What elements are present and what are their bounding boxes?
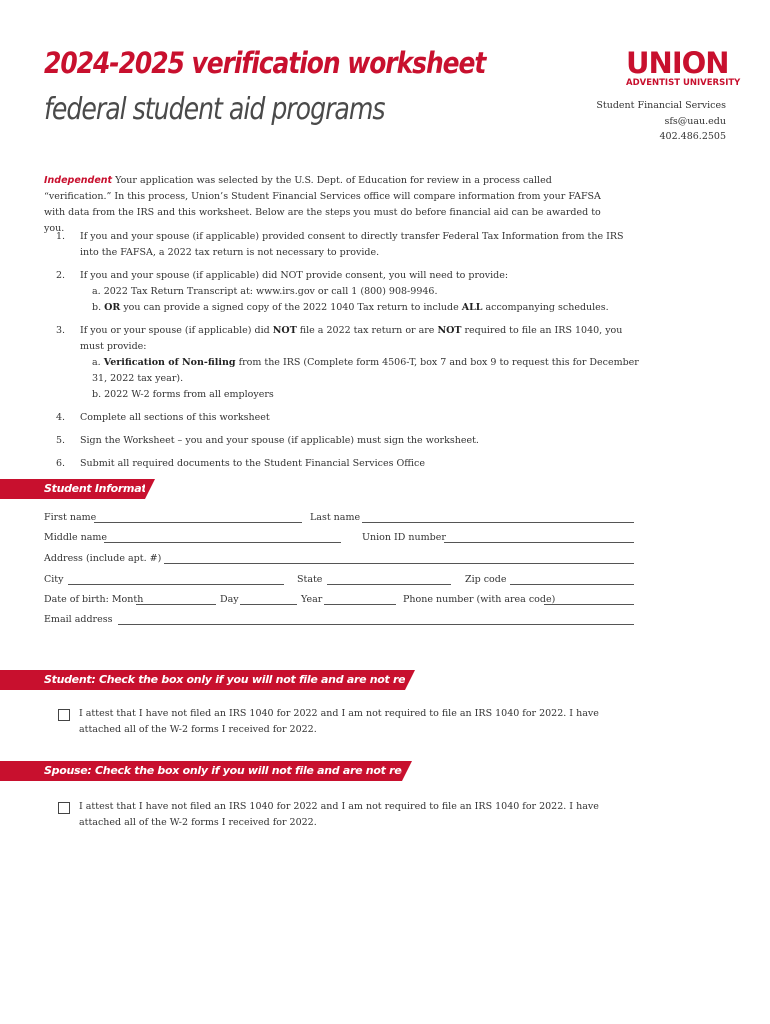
worksheet-subtitle: federal student aid programs bbox=[44, 92, 385, 127]
intro-paragraph bbox=[44, 173, 614, 237]
dob-month-label: Date of birth: Month bbox=[44, 594, 144, 605]
union-id-label: Union ID number bbox=[362, 532, 446, 543]
step-3a: a. Verification of Non-filing from the IRS (Complete form 4506-T, box 7 and box 9 to request this for December 31, 2022 tax year). bbox=[92, 357, 639, 384]
steps-list bbox=[44, 229, 644, 479]
city-label: City bbox=[44, 574, 64, 585]
city-row bbox=[44, 573, 634, 587]
office-email: sfs@uau.edu bbox=[664, 115, 726, 127]
step-2a: a. 2022 Tax Return Transcript at: www.irs.gov or call 1 (800) 908-9946. bbox=[92, 286, 438, 297]
middle-name-label: Middle name bbox=[44, 532, 108, 543]
last-name-label: Last name bbox=[310, 512, 361, 523]
middle-name-field[interactable] bbox=[104, 542, 341, 543]
step-text: If you and your spouse (if applicable) did NOT provide consent, you will need to provide: bbox=[80, 270, 509, 281]
address-row bbox=[44, 552, 634, 566]
zip-field[interactable] bbox=[510, 584, 634, 585]
first-name-label: First name bbox=[44, 512, 97, 523]
office-phone: 402.486.2505 bbox=[659, 131, 726, 142]
student-nonfiler-heading: Student: Check the box only if you will not file and are not required to file bbox=[0, 670, 405, 690]
office-name: Student Financial Services bbox=[596, 100, 726, 111]
step-number: 6. bbox=[56, 458, 66, 469]
step-text: Complete all sections of this worksheet bbox=[80, 412, 270, 423]
step-number: 4. bbox=[56, 412, 66, 423]
step-2 bbox=[44, 268, 644, 316]
dob-year-field[interactable] bbox=[324, 604, 396, 605]
state-field[interactable] bbox=[327, 584, 451, 585]
step-text: Submit all required documents to the Student Financial Services Office bbox=[80, 458, 426, 469]
union-logo bbox=[626, 46, 741, 88]
last-name-field[interactable] bbox=[362, 522, 634, 523]
email-row bbox=[44, 613, 634, 627]
address-field[interactable] bbox=[164, 563, 634, 564]
step-2b: b. OR you can provide a signed copy of the 2022 1040 Tax return to include ALL accompanying schedules. bbox=[92, 302, 609, 313]
city-field[interactable] bbox=[68, 584, 284, 585]
email-label: Email address bbox=[44, 614, 113, 625]
student-attestation-text: I attest that I have not filed an IRS 1040 for 2022 and I am not required to file an IRS 1040 for 2022. I have attached all of the W-2 forms I received for 2022. bbox=[79, 708, 599, 735]
dob-day-field[interactable] bbox=[240, 604, 297, 605]
step-3 bbox=[44, 323, 644, 403]
status-label: Independent bbox=[44, 175, 113, 186]
logo-subtitle: ADVENTIST UNIVERSITY bbox=[626, 78, 741, 88]
spouse-nonfiler-heading: Spouse: Check the box only if you will not file and are not required to file bbox=[0, 761, 402, 781]
phone-label: Phone number (with area code) bbox=[403, 594, 556, 605]
first-name-field[interactable] bbox=[94, 522, 302, 523]
step-text: If you and your spouse (if applicable) provided consent to directly transfer Federal Tax Information from the IRS into the FAFSA, a 2022 tax return is not necessary to provide. bbox=[80, 231, 624, 258]
intro-text: Your application was selected by the U.S. Dept. of Education for review in a process called “verification.” In this process, Union’s Student Financial Services office will compare information from your FAFSA with data from the IRS and this worksheet. Below are the steps you must do before financial aid can be awarded to you. bbox=[44, 175, 601, 234]
step-number: 1. bbox=[56, 231, 66, 242]
office-contact bbox=[596, 98, 726, 145]
step-6 bbox=[44, 456, 644, 472]
step-number: 2. bbox=[56, 270, 66, 281]
phone-field[interactable] bbox=[544, 604, 634, 605]
worksheet-title: 2024-2025 verification worksheet bbox=[44, 46, 486, 80]
spouse-attestation-text: I attest that I have not filed an IRS 1040 for 2022 and I am not required to file an IRS 1040 for 2022. I have attached all of the W-2 forms I received for 2022. bbox=[79, 801, 599, 828]
logo-wordmark: UNION bbox=[626, 46, 729, 80]
step-number: 5. bbox=[56, 435, 66, 446]
step-5 bbox=[44, 433, 644, 449]
step-text: If you or your spouse (if applicable) did NOT file a 2022 tax return or are NOT required to file an IRS 1040, you must provide: bbox=[80, 325, 623, 352]
name-row bbox=[44, 511, 634, 525]
state-label: State bbox=[297, 574, 323, 585]
student-information-heading: Student Information bbox=[0, 479, 145, 499]
dob-row bbox=[44, 593, 634, 607]
step-1 bbox=[44, 229, 644, 261]
email-field[interactable] bbox=[118, 624, 634, 625]
middle-row bbox=[44, 531, 634, 545]
spouse-nonfiler-checkbox[interactable] bbox=[58, 802, 70, 814]
step-text: Sign the Worksheet – you and your spouse (if applicable) must sign the worksheet. bbox=[80, 435, 479, 446]
step-3b: b. 2022 W-2 forms from all employers bbox=[92, 389, 274, 400]
union-id-field[interactable] bbox=[444, 542, 634, 543]
step-4 bbox=[44, 410, 644, 426]
student-nonfiler-checkbox[interactable] bbox=[58, 709, 70, 721]
address-label: Address (include apt. #) bbox=[44, 553, 162, 564]
dob-day-label: Day bbox=[220, 594, 239, 605]
dob-month-field[interactable] bbox=[136, 604, 216, 605]
dob-year-label: Year bbox=[301, 594, 323, 605]
zip-label: Zip code bbox=[465, 574, 507, 585]
step-number: 3. bbox=[56, 325, 66, 336]
